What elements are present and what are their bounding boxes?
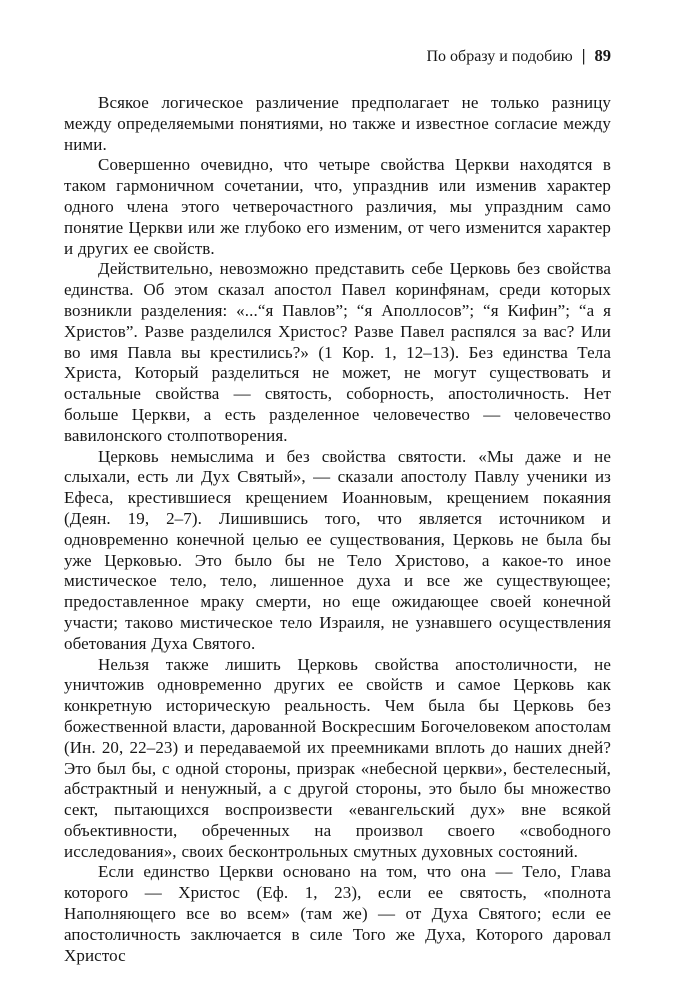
paragraph-3: Действительно, невозможно представить себе Церковь без свойства единства. Об этом сказал апостол Павел коринфянам, среди которых возникли разделения: «...“я Павлов”; “я Аполлосов”; “я Кифин”; “а я Христов”. Разве разделился Христос? Разве Павел распялся за вас? Или во имя Павла вы крестились?» (1 Кор. 1, 12–13). Без единства Тела Христа, Который разделиться не может, не могут существовать и остальные свойства — святость, соборность, апостоличность. Нет больше Церкви, а есть разделенное человечество — человечество вавилонского столпотворения. bbox=[64, 259, 611, 445]
running-header-title: По образу и подобию bbox=[426, 48, 573, 65]
page-body bbox=[64, 93, 611, 966]
paragraph-1: Всякое логическое различение предполагает не только разницу между определяемыми понятиями, но также и известное согласие между ними. bbox=[64, 93, 611, 154]
paragraph-2: Совершенно очевидно, что четыре свойства Церкви находятся в таком гармоничном сочетании, что, упразднив или изменив характер одного члена этого четверочастного различия, мы упраздним само понятие Церкви или же глубоко его изменим, от чего изменится характер и других ее свойств. bbox=[64, 155, 611, 258]
page-number: 89 bbox=[594, 46, 611, 65]
paragraph-4: Церковь немыслима и без свойства святости. «Мы даже и не слыхали, есть ли Дух Святый», — сказали апостолу Павлу ученики из Ефеса, крестившиеся крещением Иоанновым, крещением покаяния (Деян. 19, 2–7). Лишившись того, что является источником и одновременно конечной целью ее существования, Церковь не была бы уже Церковью. Это было бы не Тело Христово, а какое-то иное мистическое тело, тело, лишенное духа и все же существующее; предоставленное мраку смерти, но еще ожидающее своей конечной участи; таково мистическое тело Израиля, не узнавшего осуществления обетования Духа Святого. bbox=[64, 446, 611, 653]
paragraph-6: Если единство Церкви основано на том, что она — Тело, Глава которого — Христос (Еф. 1, 23), если ее святость, «полнота Наполняющего все во всем» (там же) — от Духа Святого; если ее апостоличность заключается в силе Того же Духа, Которого даровал Христос bbox=[64, 862, 611, 965]
running-header bbox=[64, 46, 611, 67]
paragraph-5: Нельзя также лишить Церковь свойства апостоличности, не уничтожив одновременно других ее свойств и самое Церковь как конкретную историческую реальность. Чем была бы Церковь без божественной власти, дарованной Воскресшим Богочеловеком апостолам (Ин. 20, 22–23) и передаваемой их преемниками вплоть до наших дней? Это был бы, с одной стороны, призрак «небесной церкви», бестелесный, абстрактный и ненужный, а с другой стороны, это было бы множество сект, пытающихся воспроизвести «евангельский дух» вне всякой объективности, обреченных на произвол своего «свободного исследования», своих бесконтрольных смутных духовных состояний. bbox=[64, 654, 611, 861]
header-separator: | bbox=[581, 46, 586, 65]
